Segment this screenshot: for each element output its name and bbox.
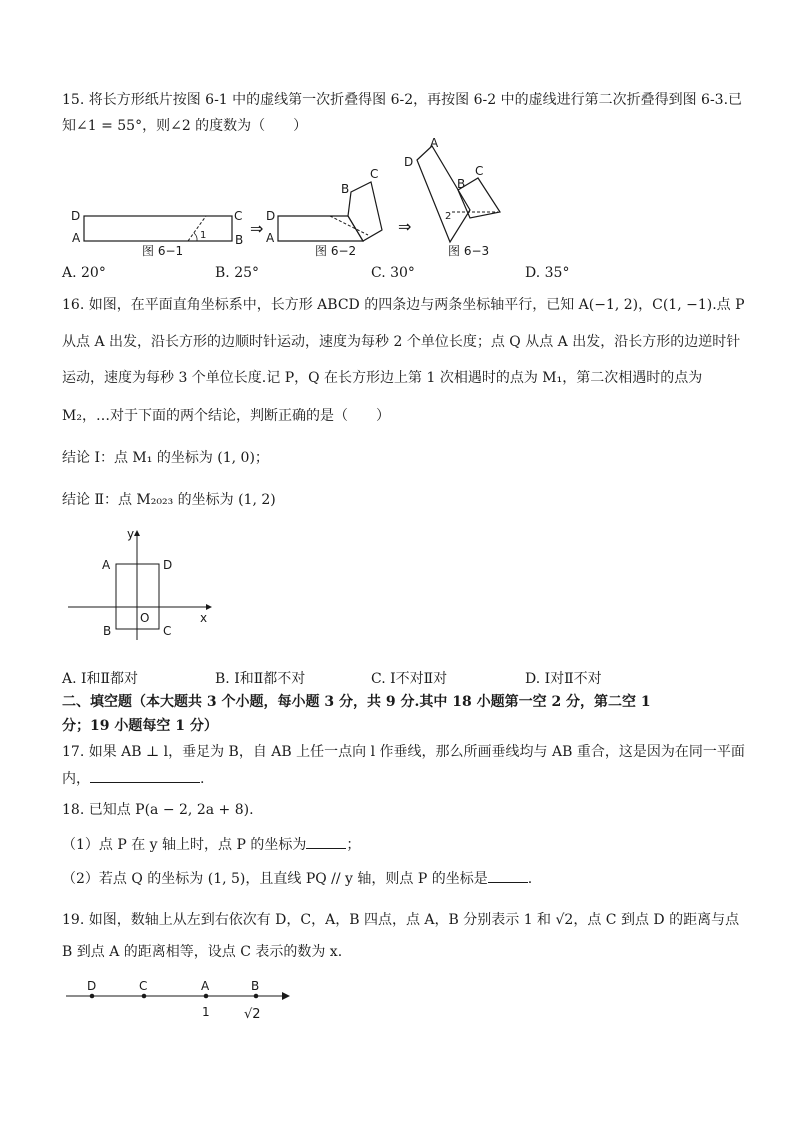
q16-conclusion-1: 结论 Ⅰ：点 M₁ 的坐标为 (1, 0)； (62, 450, 269, 466)
q17-text-line1: 17. 如果 AB ⊥ l，垂足为 B，自 AB 上任一点向 l 作垂线，那么所画垂线均与 AB 重合，这是因为在同一平面 (62, 744, 745, 760)
fig3-caption: 图 6−3 (448, 244, 490, 258)
point-A (204, 994, 209, 999)
q16-text-line2: 从点 A 出发，沿长方形的边顺时针运动，速度为每秒 2 个单位长度；点 Q 从点 A 出发，沿长方形的边逆时针 (62, 334, 741, 350)
fig1-caption: 图 6−1 (142, 244, 184, 258)
q18-part-1-text: （1）点 P 在 y 轴上时，点 P 的坐标为 (62, 837, 307, 853)
number-line-label-C: C (139, 979, 148, 993)
number-line-value-sqrt2: √2 (244, 1007, 261, 1022)
fig1-label-A: A (72, 231, 81, 245)
q16-text-line1: 16. 如图，在平面直角坐标系中，长方形 ABCD 的四条边与两条坐标轴平行，已知 A(−1, 2)，C(1, −1).点 P (62, 297, 745, 313)
graph-label-B: B (103, 624, 112, 638)
q15-text-line1: 15. 将长方形纸片按图 6-1 中的虚线第一次折叠得图 6-2，再按图 6-2 中的虚线进行第二次折叠得到图 6-3.已 (62, 92, 743, 108)
q16-coordinate-graph (60, 524, 220, 644)
q18-part-2 (62, 868, 532, 889)
fig1-label-C: C (234, 209, 243, 223)
fig2-flap (348, 182, 382, 241)
q18-part-1-end: ； (346, 837, 361, 853)
fig2-label-B: B (341, 182, 350, 196)
y-axis-arrow-icon (134, 530, 140, 536)
q19-number-line (60, 976, 310, 1032)
fig2-label-A: A (266, 231, 275, 245)
number-line-label-B: B (251, 979, 260, 993)
graph-label-origin: O (140, 611, 150, 625)
q16-option-b: B. Ⅰ和Ⅱ都不对 (215, 671, 306, 687)
section-2-heading-line1: 二、填空题（本大题共 3 个小题，每小题 3 分，共 9 分.其中 18 小题第一空 2 分，第二空 1 (62, 694, 651, 710)
point-B (254, 994, 259, 999)
x-axis-arrow-icon (206, 604, 212, 610)
graph-label-x: x (200, 611, 208, 625)
graph-label-A: A (102, 558, 111, 572)
graph-label-y: y (127, 527, 135, 541)
q16-option-d: D. Ⅰ对Ⅱ不对 (525, 671, 602, 687)
q18-part-1-blank (306, 834, 346, 849)
fig2-caption: 图 6−2 (315, 244, 357, 258)
arrow-1-icon: ⇒ (250, 219, 264, 238)
q18-part-2-text: （2）若点 Q 的坐标为 (1, 5)，且直线 PQ // y 轴，则点 P 的坐标是 (62, 871, 488, 887)
fig1-angle-label: 1 (200, 230, 207, 241)
fig1-label-B: B (235, 233, 244, 247)
number-line-label-D: D (87, 979, 97, 993)
q16-conclusion-2: 结论 Ⅱ：点 M₂₀₂₃ 的坐标为 (1, 2) (62, 492, 276, 508)
q17-text-line2-label: 内， (62, 771, 90, 787)
arrow-2-icon: ⇒ (398, 217, 412, 236)
fig3-label-D: D (404, 155, 414, 169)
q18-part-1 (62, 834, 360, 855)
section-2-heading-line2: 分；19 小题每空 1 分） (62, 718, 218, 734)
number-line-value-1: 1 (202, 1005, 210, 1019)
q18-text-line1: 18. 已知点 P(a − 2, 2a + 8). (62, 802, 254, 818)
q15-text-line2: 知∠1 = 55°，则∠2 的度数为（ ） (62, 118, 308, 134)
fig1-rectangle (84, 216, 232, 241)
q15-option-c: C. 30° (371, 265, 415, 281)
fig1-label-D: D (71, 209, 81, 223)
graph-label-C: C (163, 624, 172, 638)
q16-text-line4: M₂，…对于下面的两个结论，判断正确的是（ ） (62, 408, 390, 424)
q17-answer-blank (90, 768, 200, 783)
q16-text-line3: 运动，速度为每秒 3 个单位长度.记 P，Q 在长方形边上第 1 次相遇时的点为 M₁，第二次相遇时的点为 (62, 370, 703, 386)
fig3-angle-label: 2 (445, 211, 452, 222)
q15-option-d: D. 35° (525, 265, 570, 281)
fig2-fold-line (330, 216, 368, 235)
q19-text-line1: 19. 如图，数轴上从左到右依次有 D，C，A，B 四点，点 A，B 分别表示 1 和 √2，点 C 到点 D 的距离与点 (62, 912, 740, 928)
graph-label-D: D (163, 558, 173, 572)
number-line-arrow-icon (282, 992, 290, 1000)
fig3-label-B: B (457, 177, 466, 191)
q15-option-b: B. 25° (215, 265, 260, 281)
q16-option-c: C. Ⅰ不对Ⅱ对 (371, 671, 448, 687)
q15-option-a: A. 20° (62, 265, 106, 281)
fig2-label-D: D (266, 209, 276, 223)
q17-period: . (200, 771, 205, 787)
fig3-label-A: A (430, 136, 439, 150)
q17-text-line2 (62, 768, 204, 789)
q15-fold-figures (60, 132, 520, 260)
fig3-label-C: C (475, 164, 484, 178)
q18-part-2-blank (488, 868, 528, 883)
q16-option-a: A. Ⅰ和Ⅱ都对 (62, 671, 139, 687)
point-D (90, 994, 95, 999)
q18-part-2-end: . (527, 871, 533, 887)
fig2-label-C: C (370, 167, 379, 181)
q19-text-line2: B 到点 A 的距离相等，设点 C 表示的数为 x. (62, 944, 343, 960)
point-C (142, 994, 147, 999)
fig3-strip (417, 146, 470, 242)
fig1-angle-arc (194, 233, 197, 241)
number-line-label-A: A (201, 979, 210, 993)
